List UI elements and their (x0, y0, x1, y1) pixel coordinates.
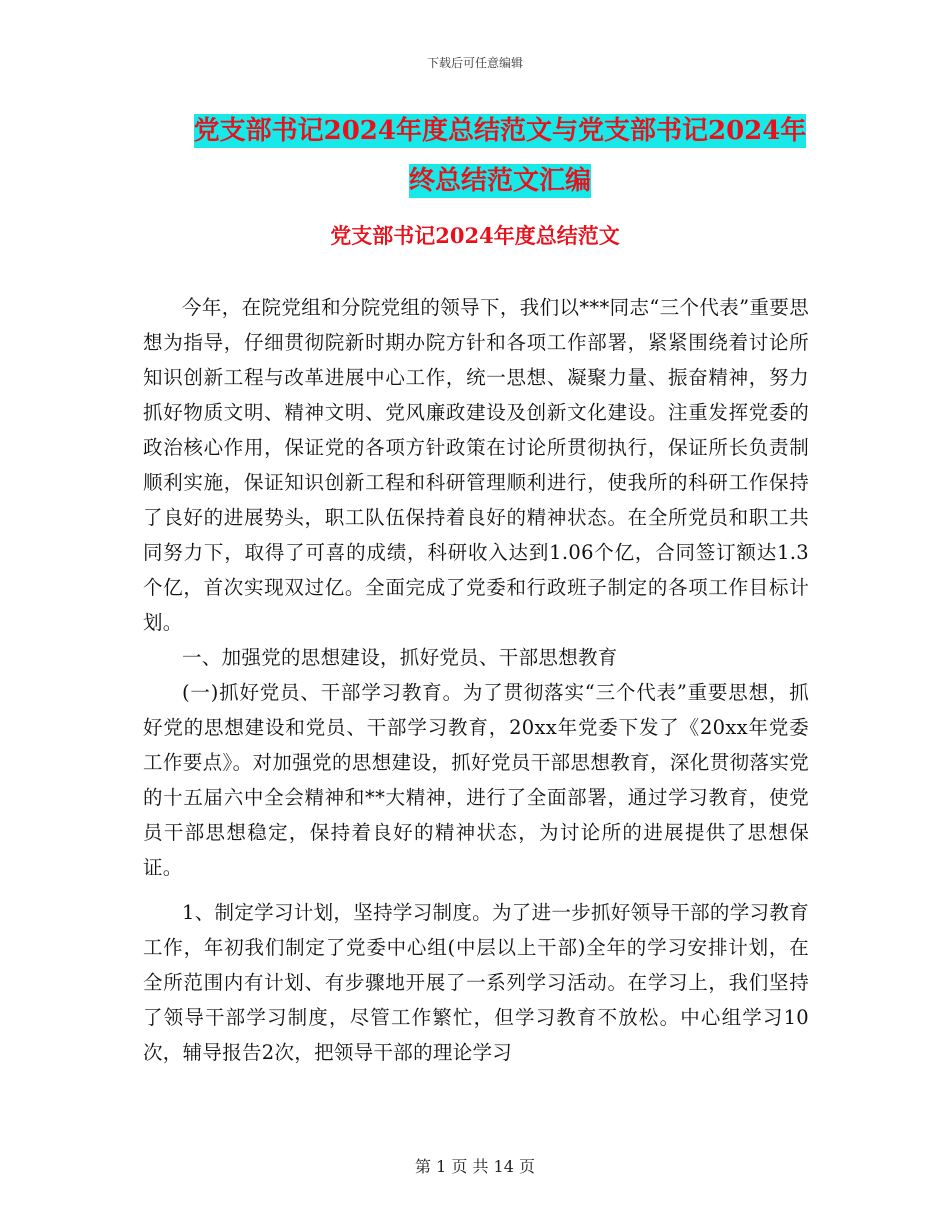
document-title-line-1: 党支部书记2024年度总结范文与党支部书记2024年 (193, 116, 807, 146)
paragraph-intro: 今年，在院党组和分院党组的领导下，我们以***同志“三个代表”重要思想为指导，仔细贯彻院新时期办院方针和各项工作部署，紧紧围绕着讨论所知识创新工程与改革进展中心工作，统一思想、凝聚力量、振奋精神，努力抓好物质文明、精神文明、党风廉政建设及创新文化建设。注重发挥党委的政治核心作用，保证党的各项方针政策在讨论所贯彻执行，保证所长负责制顺利实施，保证知识创新工程和科研管理顺利进行，使我所的科研工作保持了良好的进展势头，职工队伍保持着良好的精神状态。在全所党员和职工共同努力下，取得了可喜的成绩，科研收入达到1.06个亿，合同签订额达1.3个亿，首次实现双过亿。全面完成了党委和行政班子制定的各项工作目标计划。 (143, 296, 809, 634)
heading-section-one: 一、加强党的思想建设，抓好党员、干部思想教育 (182, 646, 618, 669)
paragraph-study-education: (一)抓好党员、干部学习教育。为了贯彻落实“三个代表”重要思想，抓好党的思想建设和党员、干部学习教育，20xx年党委下发了《20xx年党委工作要点》。对加强党的思想建设，抓好党员干部思想教育，深化贯彻落实党的十五届六中全会精神和**大精神，进行了全面部署，通过学习教育，使党员干部思想稳定，保持着良好的精神状态，为讨论所的进展提供了思想保证。 (143, 681, 809, 879)
document-body (143, 290, 809, 1070)
document-title (140, 106, 860, 206)
section-title: 党支部书记2024年度总结范文 (330, 223, 620, 248)
header-note: 下载后可任意编辑 (426, 56, 523, 70)
document-title-line-2: 终总结范文汇编 (408, 166, 591, 196)
paragraph-study-plan: 1、制定学习计划，坚持学习制度。为了进一步抓好领导干部的学习教育工作，年初我们制定了党委中心组(中层以上干部)全年的学习安排计划，在全所范围内有计划、有步骤地开展了一系列学习活动。在学习上，我们坚持了领导干部学习制度，尽管工作繁忙，但学习教育不放松。中心组学习10次，辅导报告2次，把领导干部的理论学习 (143, 901, 809, 1064)
page-footer: 第 1 页 共 14 页 (415, 1157, 535, 1176)
